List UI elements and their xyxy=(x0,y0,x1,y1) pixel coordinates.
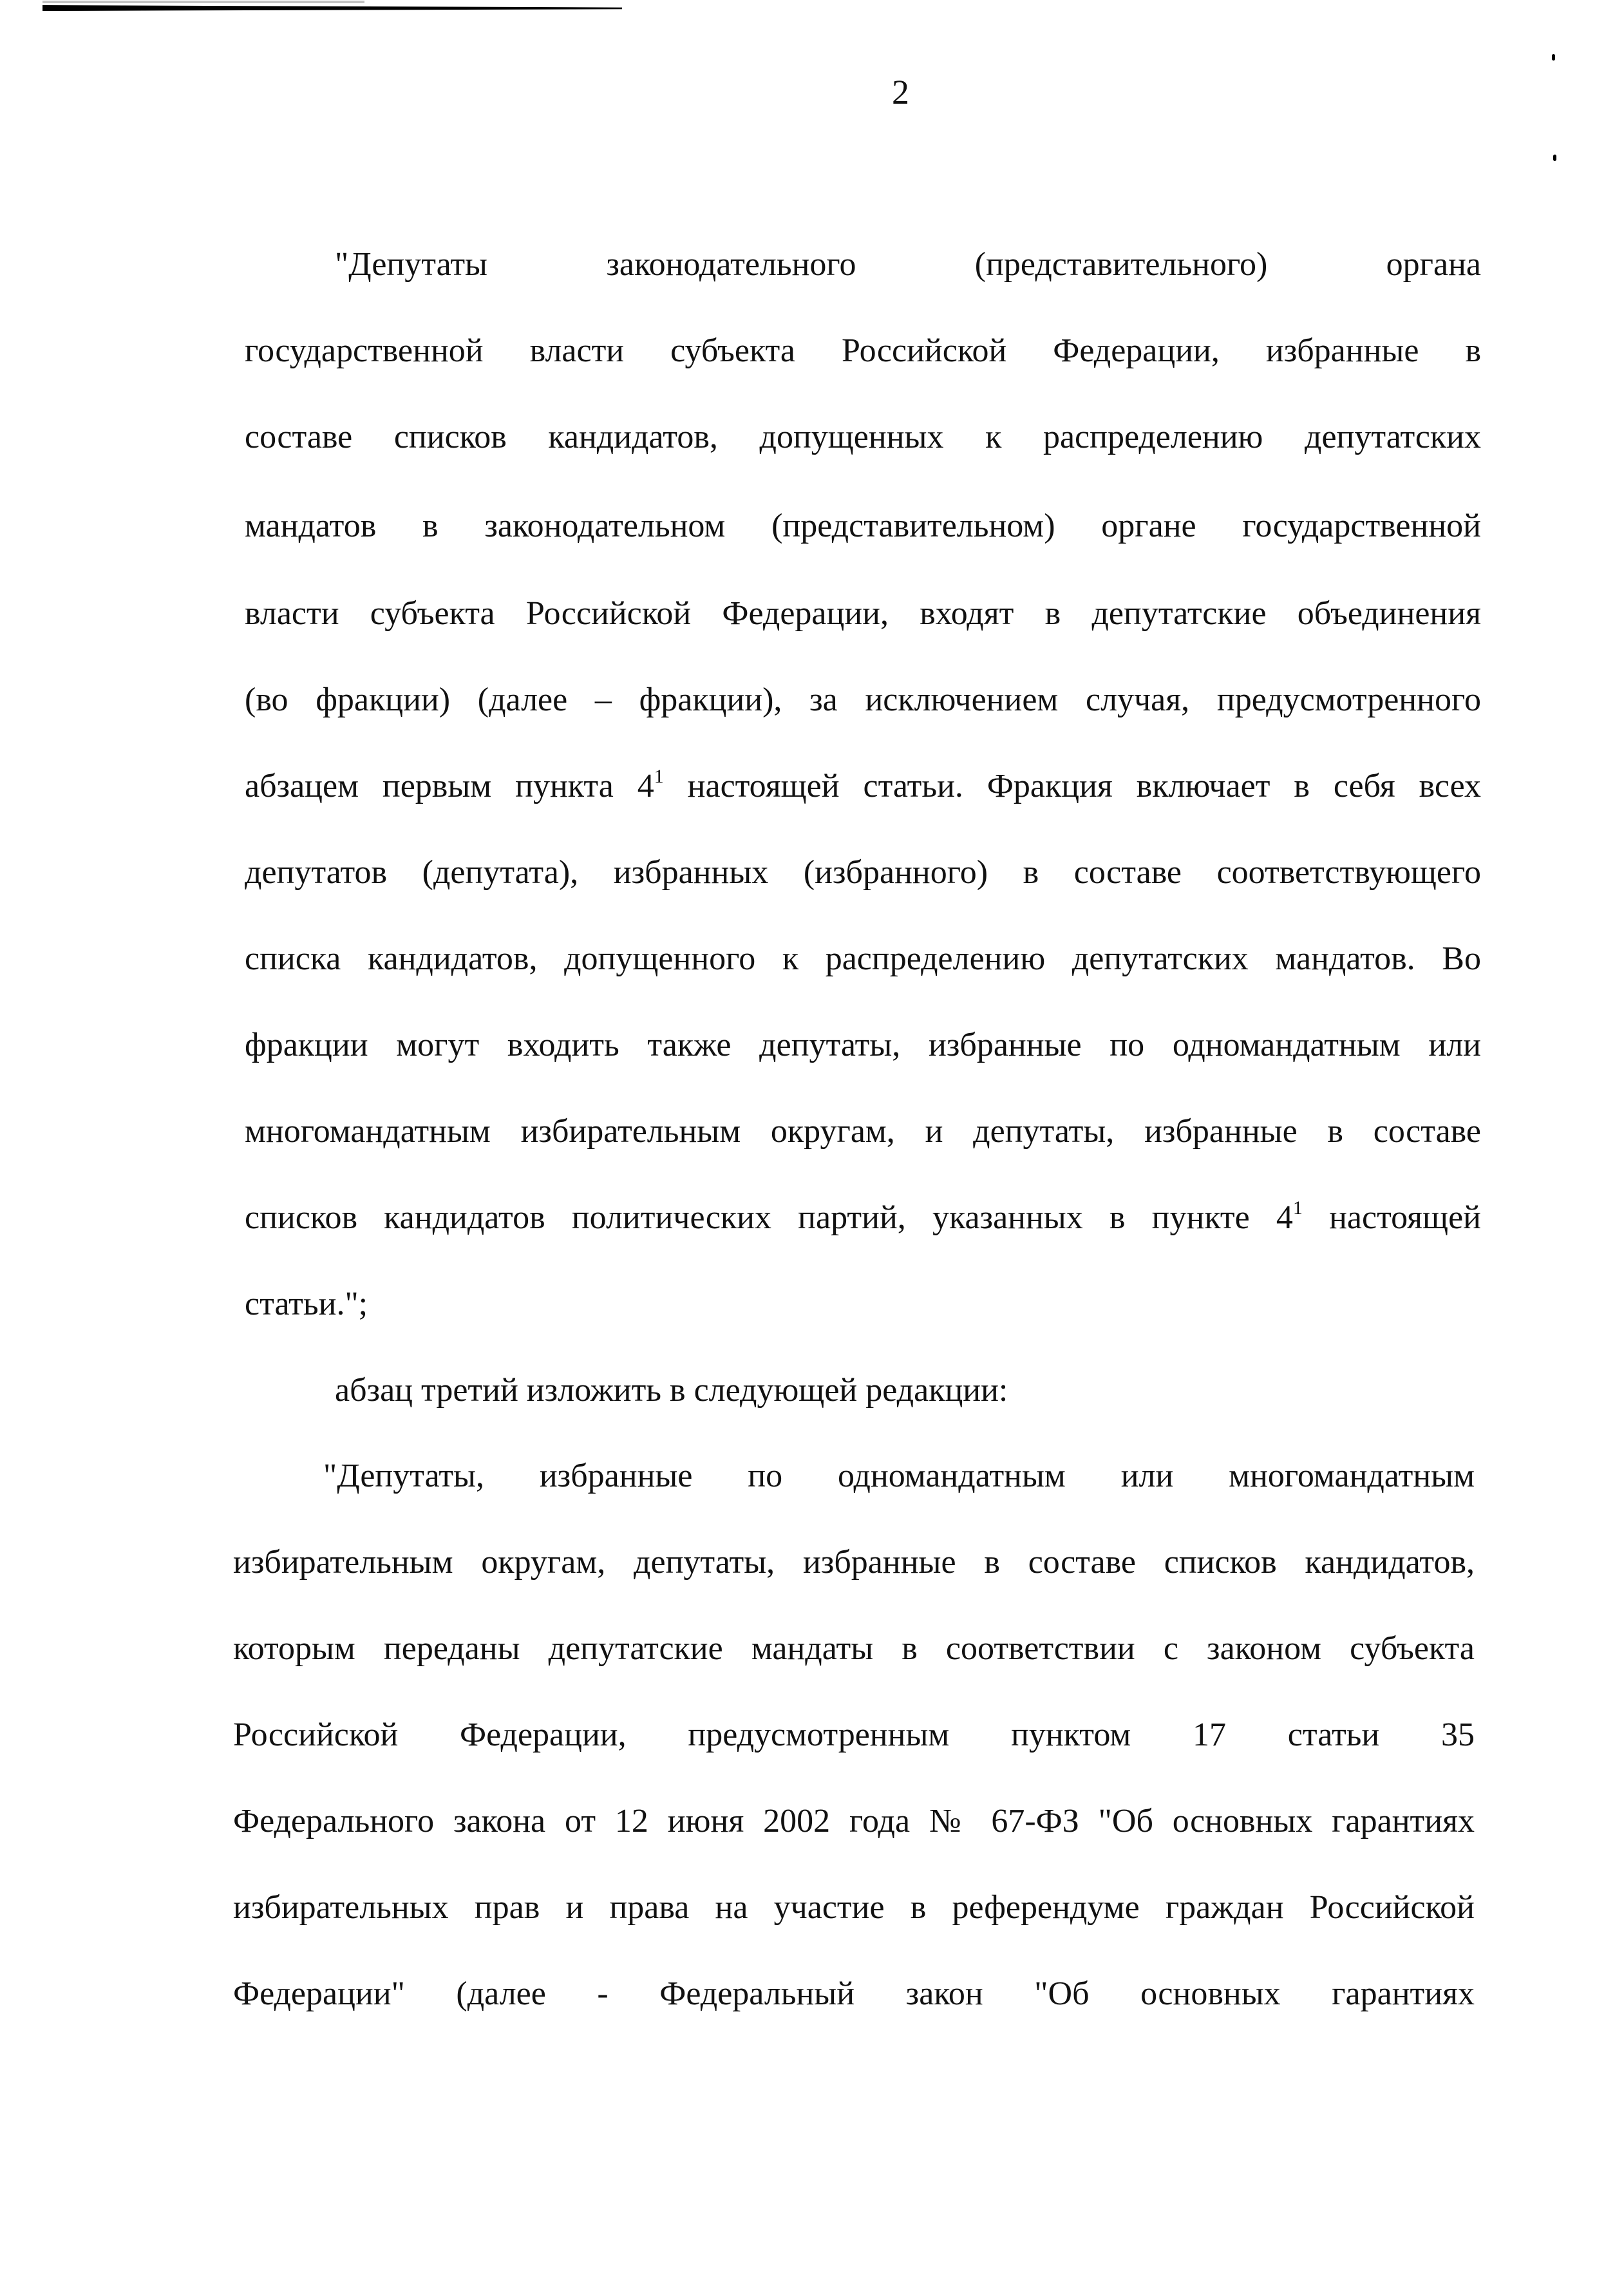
text-line xyxy=(245,1025,1481,1066)
scan-artifact xyxy=(42,1,364,3)
text-line xyxy=(233,1973,1475,2015)
text-line xyxy=(245,766,1481,807)
text-segment: составе списков кандидатов, допущенных к распределению депутатских xyxy=(245,419,1481,455)
text-line xyxy=(245,1284,1481,1325)
text-line xyxy=(245,593,1481,634)
text-segment: которым переданы депутатские мандаты в соответствии с законом субъекта xyxy=(233,1630,1475,1667)
text-segment: депутатов (депутата), избранных (избранного) в составе соответствующего xyxy=(245,854,1481,891)
text-segment: настоящей статьи. Фракция включает в себя всех xyxy=(663,768,1481,804)
superscript: 1 xyxy=(1292,1197,1303,1219)
text-line xyxy=(245,330,1481,372)
text-segment: избирательным округам, депутаты, избранные в составе списков кандидатов, xyxy=(233,1544,1475,1581)
text-line xyxy=(233,1801,1475,1842)
text-line xyxy=(245,506,1481,547)
text-line xyxy=(323,1456,1475,1497)
text-line xyxy=(233,1542,1475,1583)
text-segment: мандатов в законодательном (представительном) органе государственной xyxy=(245,508,1481,544)
text-line xyxy=(335,1370,1481,1411)
text-segment: списков кандидатов политических партий, указанных в пункте 4 xyxy=(245,1199,1293,1236)
text-segment: (во фракции) (далее – фракции), за исключением случая, предусмотренного xyxy=(245,681,1481,718)
text-line xyxy=(245,417,1481,458)
text-segment: "Депутаты законодательного (представительного) органа xyxy=(335,246,1481,283)
text-segment: Федерального закона от 12 июня 2002 года № 67-ФЗ "Об основных гарантиях xyxy=(233,1803,1475,1839)
text-segment: фракции могут входить также депутаты, избранные по одномандатным или xyxy=(245,1027,1481,1063)
text-segment: абзацем первым пункта 4 xyxy=(245,768,654,804)
text-line xyxy=(233,1715,1475,1756)
scan-artifact xyxy=(42,5,622,11)
text-segment: настоящей xyxy=(1302,1199,1481,1236)
text-segment: "Депутаты, избранные по одномандатным или многомандатным xyxy=(323,1458,1475,1494)
text-segment: избирательных прав и права на участие в референдуме граждан Российской xyxy=(233,1889,1475,1926)
text-segment: Российской Федерации, предусмотренным пунктом 17 статьи 35 xyxy=(233,1716,1475,1753)
text-line xyxy=(245,1197,1481,1239)
text-line xyxy=(245,679,1481,721)
text-segment: абзац третий изложить в следующей редакции: xyxy=(335,1372,1008,1409)
text-line xyxy=(233,1628,1475,1669)
page-number: 2 xyxy=(892,73,909,111)
scan-speck xyxy=(1553,155,1556,161)
text-line xyxy=(233,1887,1475,1928)
text-segment: власти субъекта Российской Федерации, входят в депутатские объединения xyxy=(245,595,1481,632)
text-line xyxy=(245,852,1481,893)
scan-speck xyxy=(1552,54,1555,61)
text-segment: статьи."; xyxy=(245,1286,368,1322)
text-segment: государственной власти субъекта Российской Федерации, избранные в xyxy=(245,332,1481,369)
text-line xyxy=(245,938,1481,980)
text-line xyxy=(245,1111,1481,1152)
text-line xyxy=(335,244,1481,285)
text-segment: многомандатным избирательным округам, и депутаты, избранные в составе xyxy=(245,1113,1481,1150)
superscript: 1 xyxy=(654,766,664,787)
text-segment: Федерации" (далее - Федеральный закон "Об основных гарантиях xyxy=(233,1975,1475,2012)
text-segment: списка кандидатов, допущенного к распределению депутатских мандатов. Во xyxy=(245,940,1481,977)
